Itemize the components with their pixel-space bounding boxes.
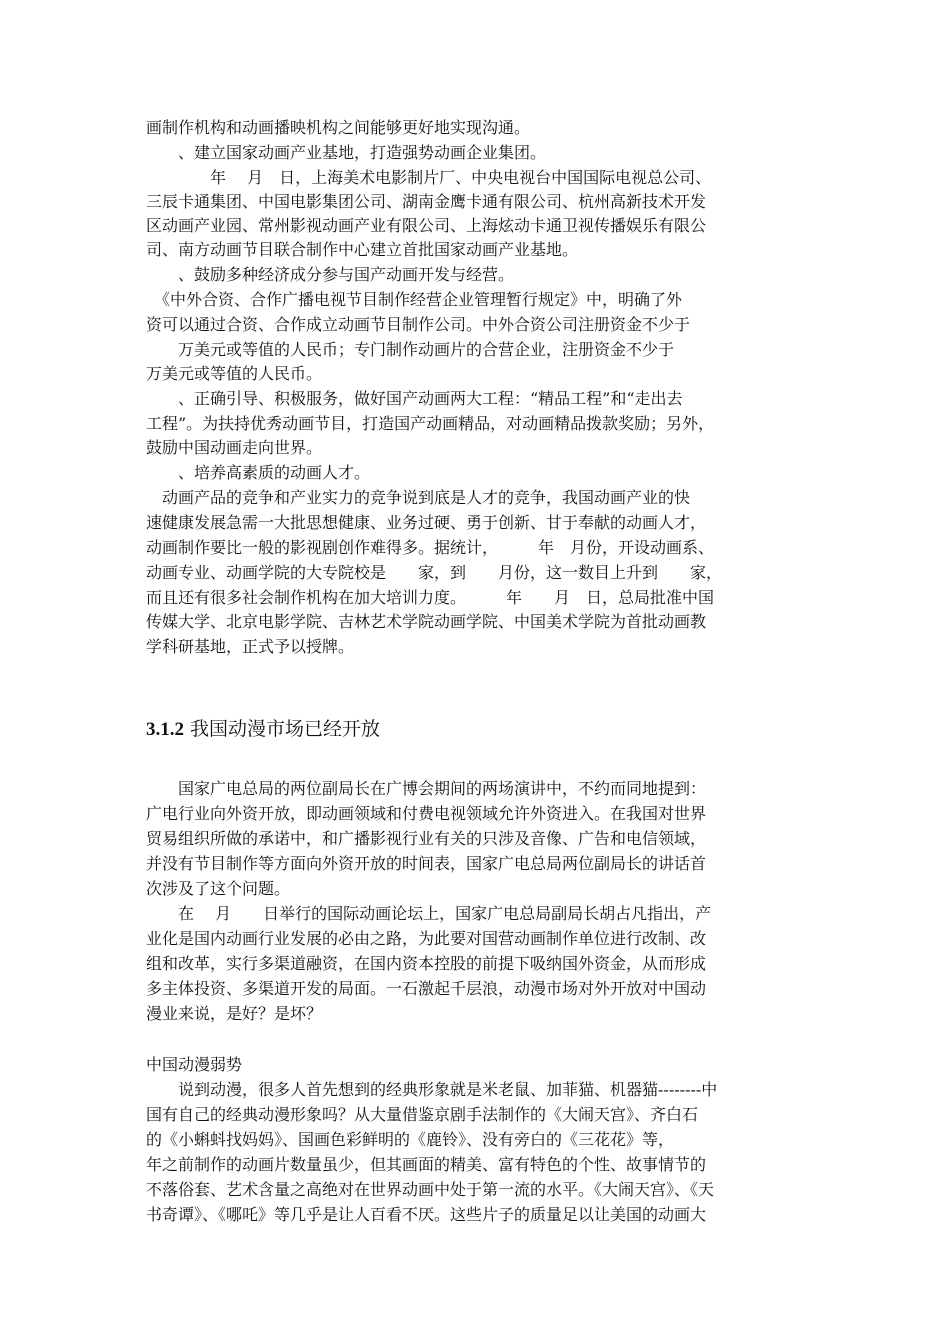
section-number: 3.1.2 xyxy=(146,719,184,740)
text-line: 动画制作要比一般的影视剧创作难得多。据统计， 年 月份，开设动画系、 xyxy=(146,538,715,557)
text-line: 不落俗套、艺术含量之高绝对在世界动画中处于第一流的水平。《大闹天宫》、《天 xyxy=(146,1180,715,1199)
text-line: 动画专业、动画学院的大专院校是 家，到 月份，这一数目上升到 家， xyxy=(146,563,723,582)
text-line: 在 月 日举行的国际动画论坛上，国家广电总局副局长胡占凡指出，产 xyxy=(146,904,712,923)
text-line: 、鼓励多种经济成分参与国产动画开发与经营。 xyxy=(146,265,515,284)
text-line: 三辰卡通集团、中国电影集团公司、湖南金鹰卡通有限公司、杭州高新技术开发 xyxy=(146,192,707,211)
text-line: 组和改革，实行多渠道融资，在国内资本控股的前提下吸纳国外资金，从而形成 xyxy=(146,954,707,973)
text-line: 贸易组织所做的承诺中，和广播影视行业有关的只涉及音像、广告和电信领域， xyxy=(146,829,707,848)
text-line: 广电行业向外资开放，即动画领域和付费电视领域允许外资进入。在我国对世界 xyxy=(146,804,707,823)
text-line: 而且还有很多社会制作机构在加大培训力度。 年 月 日，总局批准中国 xyxy=(146,588,715,607)
section-title: 我国动漫市场已经开放 xyxy=(184,718,381,740)
text-line: 万美元或等值的人民币；专门制作动画片的合营企业，注册资金不少于 xyxy=(146,340,675,359)
text-line: 司、南方动画节目联合制作中心建立首批国家动画产业基地。 xyxy=(146,240,579,259)
text-line: 说到动漫，很多人首先想到的经典形象就是米老鼠、加菲猫、机器猫--------中 xyxy=(146,1080,718,1099)
text-line: 多主体投资、多渠道开发的局面。一石激起千层浪，动漫市场对外开放对中国动 xyxy=(146,979,707,998)
subheading: 中国动漫弱势 xyxy=(146,1055,243,1074)
text-line: 鼓励中国动画走向世界。 xyxy=(146,438,323,457)
text-line: 年之前制作的动画片数量虽少，但其画面的精美、富有特色的个性、故事情节的 xyxy=(146,1155,707,1174)
text-line: 画制作机构和动画播映机构之间能够更好地实现沟通。 xyxy=(146,118,531,137)
text-line: 漫业来说，是好？是坏？ xyxy=(146,1004,323,1023)
text-line: 资可以通过合资、合作成立动画节目制作公司。中外合资公司注册资金不少于 xyxy=(146,315,691,334)
text-line: 业化是国内动画行业发展的必由之路，为此要对国营动画制作单位进行改制、改 xyxy=(146,929,707,948)
text-line: 并没有节目制作等方面向外资开放的时间表，国家广电总局两位副局长的讲话首 xyxy=(146,854,707,873)
text-line: 《中外合资、合作广播电视节目制作经营企业管理暂行规定》中，明确了外 xyxy=(146,290,683,309)
text-line: 区动画产业园、常州影视动画产业有限公司、上海炫动卡通卫视传播娱乐有限公 xyxy=(146,216,707,235)
text-line: 动画产品的竞争和产业实力的竞争说到底是人才的竞争，我国动画产业的快 xyxy=(146,488,691,507)
text-line: 、正确引导、积极服务，做好国产动画两大工程：“精品工程”和“走出去 xyxy=(146,389,683,408)
text-line: 的《小蝌蚪找妈妈》、国画色彩鲜明的《鹿铃》、没有旁白的《三花花》等， xyxy=(146,1130,675,1149)
text-line: 国有自己的经典动漫形象吗？从大量借鉴京剧手法制作的《大闹天宫》、齐白石 xyxy=(146,1105,699,1124)
text-line: 学科研基地，正式予以授牌。 xyxy=(146,637,355,656)
text-line: 国家广电总局的两位副局长在广博会期间的两场演讲中，不约而同地提到： xyxy=(146,779,707,798)
text-line: 书奇谭》、《哪吒》等几乎是让人百看不厌。这些片子的质量足以让美国的动画大 xyxy=(146,1205,707,1224)
text-line: 速健康发展急需一大批思想健康、业务过硬、勇于创新、甘于奉献的动画人才， xyxy=(146,513,707,532)
text-line: 、培养高素质的动画人才。 xyxy=(146,463,371,482)
text-line: 传媒大学、北京电影学院、吉林艺术学院动画学院、中国美术学院为首批动画教 xyxy=(146,612,707,631)
text-line: 年 月 日，上海美术电影制片厂、中央电视台中国国际电视总公司、 xyxy=(146,168,712,187)
text-line: 、建立国家动画产业基地，打造强势动画企业集团。 xyxy=(146,143,547,162)
text-line: 次涉及了这个问题。 xyxy=(146,879,291,898)
section-heading xyxy=(146,714,808,744)
text-line: 万美元或等值的人民币。 xyxy=(146,364,323,383)
text-line: 工程”。为扶持优秀动画节目，打造国产动画精品，对动画精品拨款奖励；另外， xyxy=(146,414,715,433)
